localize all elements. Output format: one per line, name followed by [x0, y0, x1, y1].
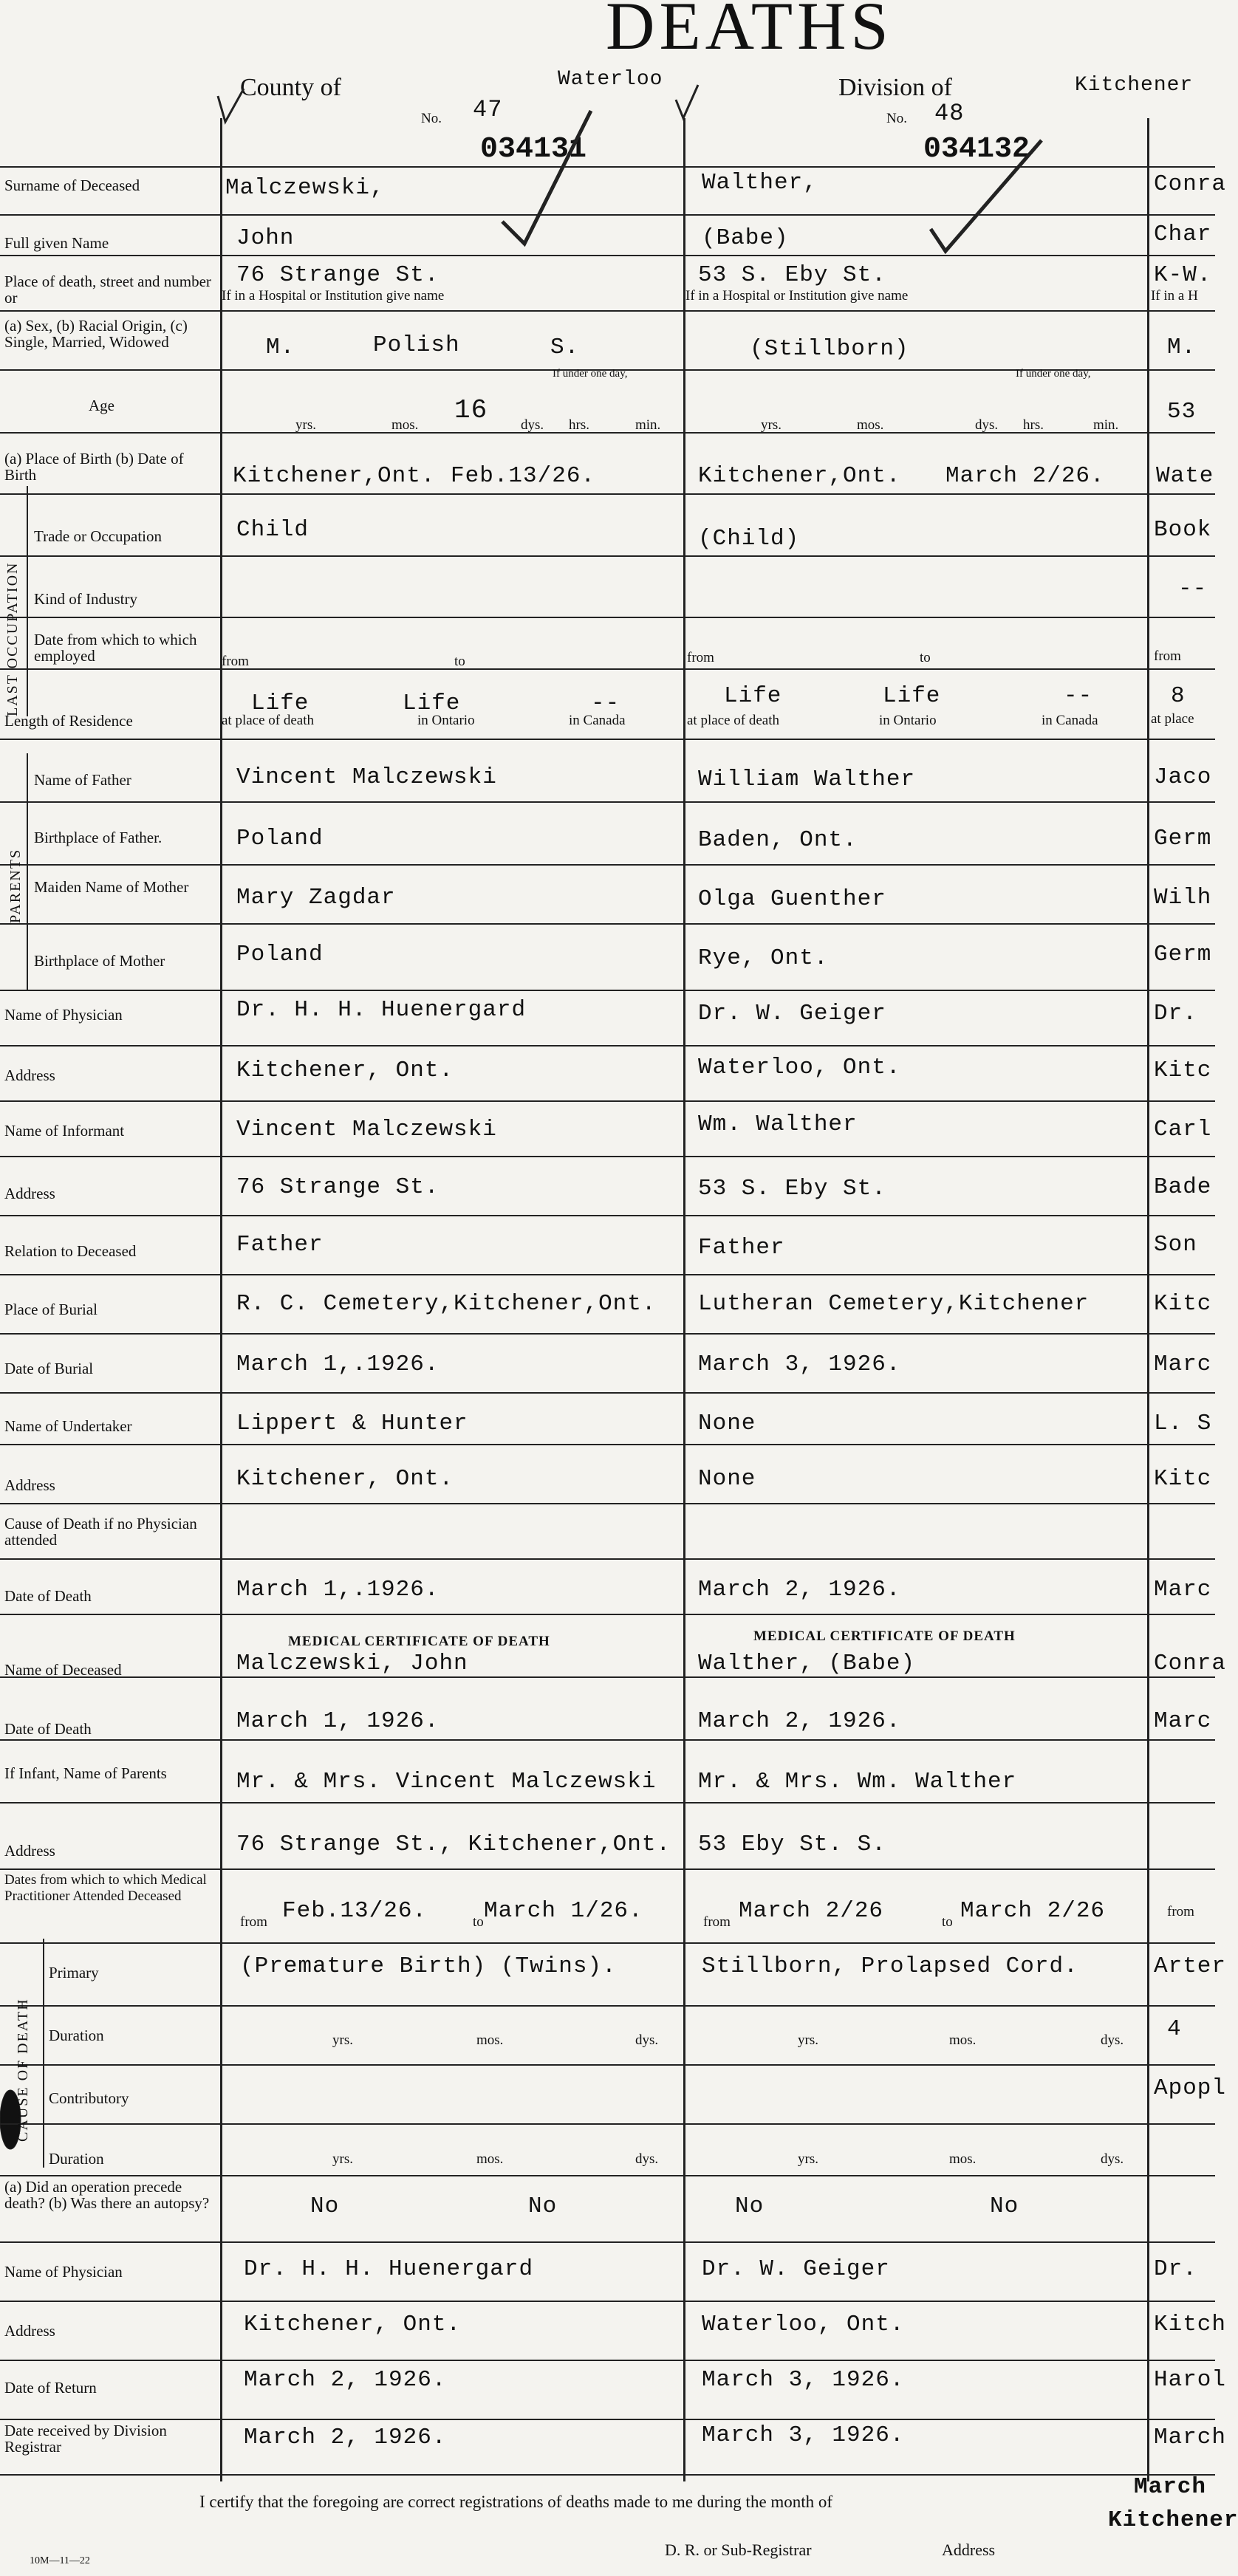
- entry2-autopsy: No: [990, 2193, 1019, 2219]
- certify-statement: I certify that the foregoing are correct registrations of deaths made to me during the month of: [199, 2493, 833, 2511]
- entry2-informant-address: 53 S. Eby St.: [698, 1176, 886, 1202]
- entry2-date-of-death: March 2, 1926.: [698, 1577, 901, 1603]
- dur2-mos-1: mos.: [476, 2151, 504, 2167]
- age-yrs-1: yrs.: [295, 417, 316, 433]
- entry2-father-birth: Baden, Ont.: [698, 827, 858, 853]
- to-label-2: to: [920, 650, 931, 665]
- entry1-attend-from: Feb.13/26.: [282, 1898, 428, 1924]
- entry2-return: March 3, 1926.: [702, 2367, 905, 2393]
- label-surname: Surname of Deceased: [4, 177, 140, 194]
- medical-certificate-heading-1: MEDICAL CERTIFICATE OF DEATH: [288, 1634, 550, 1649]
- label-place-of-death: Place of death, street and number or: [4, 273, 211, 306]
- label-informant: Name of Informant: [4, 1122, 125, 1140]
- entry2-cert-physician: Dr. W. Geiger: [702, 2256, 890, 2282]
- entry2-trade: (Child): [698, 526, 800, 552]
- entry1-received: March 2, 1926.: [244, 2425, 447, 2450]
- entry3-informant: Carl: [1154, 1117, 1212, 1143]
- label-industry: Kind of Industry: [34, 590, 137, 608]
- label-cause-of-death: CAUSE OF DEATH: [15, 1998, 31, 2142]
- entry3-mother-birth: Germ: [1154, 942, 1212, 967]
- dur-dys-1: dys.: [635, 2032, 659, 2048]
- entry2-mother-birth: Rye, Ont.: [698, 945, 829, 971]
- row-rule: [0, 255, 1215, 256]
- from-label-2: from: [687, 650, 714, 665]
- label-last-occupation: LAST OCCUPATION: [4, 561, 21, 716]
- entry1-given-name: John: [236, 225, 295, 251]
- entry3-date-of-death: Marc: [1154, 1577, 1212, 1603]
- from-label-1: from: [222, 654, 249, 669]
- checkmark-4: [676, 85, 698, 118]
- hospital-hint-1: If in a Hospital or Institution give name: [222, 288, 445, 304]
- checkmark-2: [931, 140, 1042, 251]
- entry2-surname: Walther,: [702, 170, 818, 196]
- entry1-res-canada: --: [591, 691, 620, 716]
- row-rule: [0, 310, 1215, 312]
- res-death-hint-2: at place of death: [687, 713, 780, 728]
- label-age: Age: [89, 397, 114, 414]
- entry1-primary: (Premature Birth) (Twins).: [240, 1953, 617, 1979]
- row-rule: [0, 2123, 1215, 2125]
- entry3-place: K-W.: [1154, 262, 1212, 288]
- county-label: County of: [240, 74, 341, 101]
- row-rule: [0, 1676, 1215, 1678]
- entry3-cert-date-of-death: Marc: [1154, 1708, 1212, 1734]
- entry3-relation: Son: [1154, 1232, 1197, 1258]
- label-received: Date received by Division Registrar: [4, 2422, 167, 2456]
- row-rule: [0, 739, 1215, 740]
- entry3-informant-address: Bade: [1154, 1174, 1212, 1200]
- under-day-2: If under one day,: [1016, 368, 1091, 380]
- entry1-cert-date-of-death: March 1, 1926.: [236, 1708, 440, 1734]
- dur2-dys-2: dys.: [1101, 2151, 1124, 2167]
- entry2-father: William Walther: [698, 767, 916, 792]
- entry1-mother-birth: Poland: [236, 942, 324, 967]
- row-rule: [0, 1444, 1215, 1445]
- under-day-1: If under one day,: [553, 368, 628, 380]
- label-date-of-death: Date of Death: [4, 1587, 92, 1605]
- entry2-physician: Dr. W. Geiger: [698, 1001, 886, 1027]
- dur-mos-1: mos.: [476, 2032, 504, 2048]
- row-rule: [0, 2301, 1215, 2302]
- row-rule: [0, 1503, 1215, 1504]
- dur-mos-2: mos.: [949, 2032, 977, 2048]
- entry2-place: 53 S. Eby St.: [698, 262, 886, 288]
- row-rule: [0, 166, 1215, 168]
- entry2-cert-address: Waterloo, Ont.: [702, 2312, 905, 2337]
- entry3-age: 53: [1167, 399, 1197, 425]
- label-father: Name of Father: [34, 771, 131, 789]
- entry3-given-name: Char: [1154, 222, 1212, 247]
- row-rule: [0, 2419, 1215, 2420]
- age-hrs-1: hrs.: [569, 417, 589, 433]
- entry2-operation: No: [735, 2193, 765, 2219]
- res-ontario-hint-1: in Ontario: [417, 713, 475, 728]
- label-operation: (a) Did an operation precede death? (b) Was there an autopsy?: [4, 2178, 210, 2212]
- division-value: Kitchener: [1075, 74, 1194, 97]
- entry1-trade: Child: [236, 517, 310, 543]
- entry3-residence: 8: [1171, 683, 1186, 709]
- entry1-status: S.: [550, 335, 580, 360]
- entry3-sex: M.: [1167, 335, 1197, 360]
- entry1-date-of-death: March 1,.1926.: [236, 1577, 440, 1603]
- entry2-given-name: (Babe): [702, 225, 789, 251]
- entry-1-number: 47: [473, 96, 503, 123]
- entry2-attend-from: March 2/26: [739, 1898, 884, 1924]
- label-cause-no-physician: Cause of Death if no Physician attended: [4, 1515, 197, 1549]
- label-physician: Name of Physician: [4, 1006, 123, 1024]
- entry3-return: Harol: [1154, 2367, 1227, 2393]
- entry1-undertaker-address: Kitchener, Ont.: [236, 1466, 454, 1492]
- label-primary: Primary: [49, 1964, 99, 1981]
- label-burial-place: Place of Burial: [4, 1301, 98, 1318]
- age-yrs-2: yrs.: [761, 417, 782, 433]
- address-label: Address: [942, 2541, 996, 2559]
- entry2-parents-address: 53 Eby St. S.: [698, 1832, 886, 1857]
- row-rule: [0, 2064, 1215, 2066]
- entry3-burial-date: Marc: [1154, 1352, 1212, 1377]
- entry3-father-birth: Germ: [1154, 826, 1212, 852]
- entry3-undertaker-address: Kitc: [1154, 1466, 1212, 1492]
- label-attended: Dates from which to which Medical Practitioner Attended Deceased: [4, 1872, 207, 1904]
- row-rule: [0, 923, 1215, 925]
- entry1-physician-address: Kitchener, Ont.: [236, 1058, 454, 1083]
- label-given-name: Full given Name: [4, 234, 109, 252]
- row-rule: [0, 1215, 1215, 1216]
- entry3-birth-place: Wate: [1156, 463, 1214, 489]
- label-physician-address: Address: [4, 1066, 55, 1084]
- entry1-parents: Mr. & Mrs. Vincent Malczewski: [236, 1769, 657, 1795]
- dur-yrs-1: yrs.: [332, 2032, 353, 2048]
- age-min-1: min.: [635, 417, 661, 433]
- form-code: 10M—11—22: [30, 2555, 90, 2566]
- row-rule: [0, 1558, 1215, 1560]
- attend-to-label-1: to: [473, 1914, 484, 1930]
- row-rule: [0, 1045, 1215, 1046]
- age-min-2: min.: [1093, 417, 1119, 433]
- column-rule-2: [683, 118, 685, 2481]
- label-birth: (a) Place of Birth (b) Date of Birth: [4, 450, 184, 484]
- age-dys-1: dys.: [521, 417, 544, 433]
- row-rule: [0, 493, 1215, 495]
- column-rule-1: [220, 118, 222, 2481]
- entry1-relation: Father: [236, 1232, 324, 1258]
- entry2-primary: Stillborn, Prolapsed Cord.: [702, 1953, 1078, 1979]
- entry3-attend-from: from: [1167, 1904, 1194, 1919]
- entry3-undertaker: L. S: [1154, 1411, 1212, 1436]
- label-infant-parents: If Infant, Name of Parents: [4, 1764, 167, 1782]
- label-name-of-deceased: Name of Deceased: [4, 1661, 122, 1679]
- row-rule: [0, 617, 1215, 618]
- occupation-box-rule: [27, 486, 28, 716]
- entry3-residence-hint: at place: [1151, 711, 1194, 727]
- entry3-received: March: [1154, 2425, 1227, 2450]
- certify-month: March: [1134, 2474, 1207, 2500]
- dur-dys-2: dys.: [1101, 2032, 1124, 2048]
- label-informant-address: Address: [4, 1185, 55, 1202]
- label-cert-date-of-death: Date of Death: [4, 1720, 92, 1738]
- entry2-res-ontario: Life: [883, 683, 941, 709]
- age-mos-1: mos.: [391, 417, 419, 433]
- row-rule: [0, 214, 1215, 216]
- entry2-relation: Father: [698, 1235, 785, 1261]
- entry2-undertaker: None: [698, 1411, 756, 1436]
- label-parents-address: Address: [4, 1842, 55, 1860]
- entry1-autopsy: No: [528, 2193, 558, 2219]
- entry1-race: Polish: [373, 332, 460, 358]
- entry2-birth-place: Kitchener,Ont.: [698, 463, 901, 489]
- entry1-birth-date: Feb.13/26.: [451, 463, 596, 489]
- attend-from-label-2: from: [703, 1914, 731, 1930]
- entry3-cert-name: Conra: [1154, 1651, 1227, 1676]
- dur2-yrs-1: yrs.: [332, 2151, 353, 2167]
- age-hrs-2: hrs.: [1023, 417, 1044, 433]
- row-rule: [0, 1333, 1215, 1335]
- entry3-primary: Arter: [1154, 1953, 1227, 1979]
- row-rule: [0, 1392, 1215, 1394]
- row-rule: [0, 1802, 1215, 1803]
- entry3-mother: Wilh: [1154, 885, 1212, 911]
- checkmark-3: [218, 89, 244, 122]
- entry1-undertaker: Lippert & Hunter: [236, 1411, 468, 1436]
- row-rule: [0, 1614, 1215, 1615]
- row-rule: [0, 2474, 1215, 2476]
- label-parents: PARENTS: [7, 848, 24, 923]
- label-cert-address: Address: [4, 2322, 55, 2340]
- registration-number-1: 034131: [480, 133, 587, 166]
- entry3-duration: 4: [1167, 2016, 1182, 2042]
- entry1-burial-date: March 1,.1926.: [236, 1352, 440, 1377]
- entry1-cert-physician: Dr. H. H. Huenergard: [244, 2256, 534, 2282]
- registration-number-2: 034132: [923, 133, 1030, 166]
- medical-certificate-heading-2: MEDICAL CERTIFICATE OF DEATH: [753, 1628, 1016, 1644]
- entry-2-number: 48: [934, 100, 965, 127]
- page-title: DEATHS: [606, 0, 893, 64]
- label-duration-2: Duration: [49, 2150, 104, 2168]
- label-burial-date: Date of Burial: [4, 1360, 94, 1377]
- entry2-physician-address: Waterloo, Ont.: [698, 1055, 901, 1080]
- entry1-cert-address: Kitchener, Ont.: [244, 2312, 462, 2337]
- entry3-from: from: [1154, 648, 1181, 664]
- label-sex-race-status: (a) Sex, (b) Racial Origin, (c) Single, Married, Widowed: [4, 317, 188, 351]
- label-mother: Maiden Name of Mother: [34, 878, 189, 896]
- row-rule: [0, 2360, 1215, 2361]
- label-undertaker-address: Address: [4, 1476, 55, 1494]
- row-rule: [0, 1942, 1215, 1944]
- entry3-cert-physician: Dr.: [1154, 2256, 1197, 2282]
- row-rule: [0, 990, 1215, 991]
- entry2-parents: Mr. & Mrs. Wm. Walther: [698, 1769, 1017, 1795]
- entry1-return: March 2, 1926.: [244, 2367, 447, 2393]
- res-canada-hint-1: in Canada: [569, 713, 626, 728]
- row-rule: [0, 2175, 1215, 2176]
- entry3-hint: If in a H: [1151, 288, 1198, 304]
- label-cert-physician: Name of Physician: [4, 2263, 123, 2281]
- res-canada-hint-2: in Canada: [1042, 713, 1098, 728]
- entry3-trade: Book: [1154, 517, 1212, 543]
- entry1-surname: Malczewski,: [225, 175, 385, 201]
- entry1-operation: No: [310, 2193, 340, 2219]
- certify-place: Kitchener: [1108, 2507, 1238, 2533]
- dur2-yrs-2: yrs.: [798, 2151, 818, 2167]
- parents-box-rule: [27, 753, 28, 990]
- entry1-parents-address: 76 Strange St., Kitchener,Ont.: [236, 1832, 671, 1857]
- entry2-res-death: Life: [724, 683, 782, 709]
- entry3-cert-address: Kitch: [1154, 2312, 1227, 2337]
- entry1-place: 76 Strange St.: [236, 262, 440, 288]
- row-rule: [0, 668, 1215, 670]
- label-contributory: Contributory: [49, 2089, 129, 2107]
- row-rule: [0, 555, 1215, 557]
- entry1-mother: Mary Zagdar: [236, 885, 396, 911]
- entry3-physician: Dr.: [1154, 1001, 1197, 1027]
- row-rule: [0, 801, 1215, 803]
- column-rule-3: [1147, 118, 1149, 2481]
- label-mother-birth: Birthplace of Mother: [34, 952, 165, 970]
- entry2-informant: Wm. Walther: [698, 1111, 858, 1137]
- entry3-industry: --: [1178, 576, 1208, 602]
- entry1-father-birth: Poland: [236, 826, 324, 852]
- hospital-hint-2: If in a Hospital or Institution give name: [685, 288, 909, 304]
- entry1-age-days: 16: [454, 395, 488, 425]
- entry2-undertaker-address: None: [698, 1466, 756, 1492]
- age-mos-2: mos.: [857, 417, 884, 433]
- entry1-cert-name: Malczewski, John: [236, 1651, 468, 1676]
- entry2-received: March 3, 1926.: [702, 2422, 905, 2448]
- row-rule: [0, 1156, 1215, 1157]
- checkmark-1: [502, 111, 591, 244]
- label-undertaker: Name of Undertaker: [4, 1417, 132, 1435]
- county-value: Waterloo: [558, 68, 663, 91]
- entry2-burial-place: Lutheran Cemetery,Kitchener: [698, 1291, 1090, 1317]
- entry2-attend-to: March 2/26: [960, 1898, 1106, 1924]
- entry2-birth-date: March 2/26.: [945, 463, 1105, 489]
- entry3-burial-place: Kitc: [1154, 1291, 1212, 1317]
- label-relation: Relation to Deceased: [4, 1242, 137, 1260]
- entry2-status: (Stillborn): [750, 336, 909, 362]
- attend-to-label-2: to: [942, 1914, 953, 1930]
- entry1-informant-address: 76 Strange St.: [236, 1174, 440, 1200]
- row-rule: [0, 1274, 1215, 1275]
- row-rule: [0, 2005, 1215, 2007]
- row-rule: [0, 2241, 1215, 2243]
- entry1-physician: Dr. H. H. Huenergard: [236, 997, 527, 1023]
- entry2-mother: Olga Guenther: [698, 886, 886, 912]
- row-rule: [0, 864, 1215, 866]
- entry3-surname: Conra: [1154, 171, 1227, 197]
- res-death-hint-1: at place of death: [222, 713, 315, 728]
- entry1-sex: M.: [266, 335, 295, 360]
- division-label: Division of: [838, 74, 952, 101]
- entry1-informant: Vincent Malczewski: [236, 1117, 497, 1143]
- entry3-contributory: Apopl: [1154, 2075, 1227, 2101]
- entry3-father: Jaco: [1154, 764, 1212, 790]
- row-rule: [0, 1739, 1215, 1741]
- entry1-attend-to: March 1/26.: [484, 1898, 643, 1924]
- entry2-cert-name: Walther, (Babe): [698, 1651, 916, 1676]
- label-duration-1: Duration: [49, 2027, 104, 2044]
- dur2-mos-2: mos.: [949, 2151, 977, 2167]
- registrar-label: D. R. or Sub-Registrar: [665, 2541, 812, 2559]
- label-residence: Length of Residence: [4, 712, 133, 730]
- label-father-birth: Birthplace of Father.: [34, 829, 163, 846]
- age-dys-2: dys.: [975, 417, 999, 433]
- entry2-res-canada: --: [1064, 683, 1093, 709]
- label-employed: Date from which to which employed: [34, 631, 197, 665]
- row-rule: [0, 1868, 1215, 1870]
- entry1-father: Vincent Malczewski: [236, 764, 497, 790]
- attend-from-label-1: from: [240, 1914, 267, 1930]
- no-label-1: No.: [421, 111, 442, 126]
- cause-box-rule: [43, 1939, 44, 2168]
- entry1-birth-place: Kitchener,Ont.: [233, 463, 436, 489]
- entry1-res-ontario: Life: [403, 691, 461, 716]
- entry2-burial-date: March 3, 1926.: [698, 1352, 901, 1377]
- row-rule: [0, 1100, 1215, 1102]
- dur2-dys-1: dys.: [635, 2151, 659, 2167]
- res-ontario-hint-2: in Ontario: [879, 713, 937, 728]
- entry1-res-death: Life: [251, 691, 310, 716]
- entry2-cert-date-of-death: March 2, 1926.: [698, 1708, 901, 1734]
- dur-yrs-2: yrs.: [798, 2032, 818, 2048]
- entry3-physician-address: Kitc: [1154, 1058, 1212, 1083]
- label-trade: Trade or Occupation: [34, 527, 163, 545]
- entry1-burial-place: R. C. Cemetery,Kitchener,Ont.: [236, 1291, 657, 1317]
- to-label-1: to: [454, 654, 465, 669]
- label-return: Date of Return: [4, 2379, 97, 2397]
- no-label-2: No.: [886, 111, 907, 126]
